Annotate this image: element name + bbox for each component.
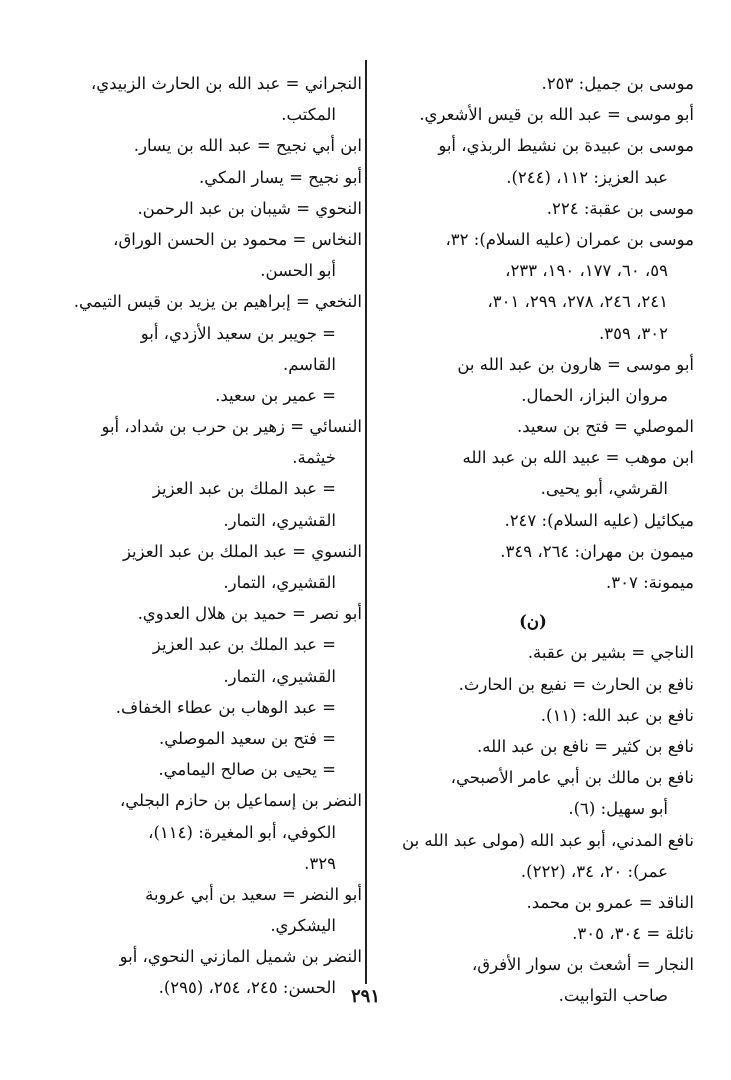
- entry-line: ميكائيل (عليه السلام): ٢٤٧.: [504, 510, 694, 530]
- index-entry: [36, 411, 362, 473]
- index-entry: [372, 349, 694, 411]
- entry-line: موسى بن جميل: ٢٥٣.: [541, 74, 694, 93]
- entry-line: النسائي = زهير بن حرب بن شداد، أبو: [101, 417, 362, 437]
- entry-line: النضر بن إسماعيل بن حازم البجلي،: [119, 791, 362, 811]
- index-entry: [36, 286, 362, 317]
- entry-line: = عمير بن سعيد.: [215, 385, 336, 405]
- index-entry: [36, 224, 362, 286]
- entry-continuation-line: المكتب.: [281, 105, 336, 125]
- index-entry: [36, 785, 362, 879]
- entry-continuation-line: الحسن: ٢٤٥، ٢٥٤، (٢٩٥).: [158, 978, 336, 998]
- entry-line: النخعي = إبراهيم بن يزيد بن قيس التيمي.: [73, 292, 362, 312]
- entry-continuation-line: ٣٠٢، ٣٥٩.: [598, 323, 668, 343]
- entry-line: نافع بن مالك بن أبي عامر الأصبحي،: [450, 768, 694, 788]
- entry-continuation-line: اليشكري.: [270, 916, 336, 936]
- entry-line: نافع المدني، أبو عبد الله (مولى عبد الله بن: [402, 830, 694, 850]
- entry-continuation-line: القاسم.: [282, 354, 336, 374]
- index-entry: [372, 193, 694, 224]
- index-entry: [372, 669, 694, 700]
- entry-line: ميمون بن مهران: ٢٦٤، ٣٤٩.: [500, 541, 694, 561]
- index-entry: [372, 99, 694, 130]
- entry-line: أبو نصر = حميد بن هلال العدوي.: [137, 604, 362, 624]
- entry-line: النسوي = عبد الملك بن عبد العزيز: [122, 541, 362, 561]
- index-entry: [36, 318, 362, 380]
- entry-line: = عبد الملك بن عبد العزيز: [152, 479, 336, 499]
- index-entry: [372, 637, 694, 668]
- entry-line: ميمونة: ٣٠٧.: [606, 573, 694, 592]
- entry-continuation-line: ٣٢٩.: [304, 853, 336, 873]
- right-column: [372, 68, 694, 1012]
- entry-line: = عبد الوهاب بن عطاء الخفاف.: [115, 697, 336, 717]
- entry-line: نافع بن الحارث = نفيع بن الحارث.: [458, 674, 694, 694]
- entry-line: النخاس = محمود بن الحسن الوراق،: [113, 229, 362, 249]
- index-entry: [372, 130, 694, 192]
- index-entry: [372, 411, 694, 442]
- entry-continuation-line: خيثمة.: [292, 448, 336, 468]
- index-entry: [372, 68, 694, 99]
- entry-continuation-line: القشيري، التمار.: [223, 510, 336, 530]
- entry-continuation-line: أبو الحسن.: [260, 261, 336, 281]
- entry-line: ابن أبي نجيح = عبد الله بن يسار.: [133, 136, 362, 156]
- entry-continuation-line: الكوفي، أبو المغيرة: (١١٤)،: [148, 822, 336, 842]
- index-entry: [36, 879, 362, 941]
- entry-line: موسى بن عبيدة بن نشيط الربذي، أبو: [438, 136, 694, 156]
- entry-line: = فتح بن سعيد الموصلي.: [158, 728, 336, 748]
- index-entry: [36, 68, 362, 130]
- entry-line: = عبد الملك بن عبد العزيز: [152, 635, 336, 655]
- entry-line: النحوي = شيبان بن عبد الرحمن.: [137, 198, 362, 218]
- index-entry: [372, 762, 694, 824]
- page-number: ٢٩١: [350, 986, 380, 1007]
- entry-line: موسى بن عمران (عليه السلام): ٣٢،: [445, 229, 694, 249]
- entry-continuation-line: صاحب التوابيت.: [558, 986, 668, 1006]
- entry-line: النجراني = عبد الله بن الحارث الزبيدي،: [90, 74, 362, 93]
- index-entry: [372, 887, 694, 918]
- entry-continuation-line: عبد العزيز: ١١٢، (٢٤٤).: [506, 167, 668, 187]
- index-entry: [372, 731, 694, 762]
- index-entry: [372, 442, 694, 504]
- entry-continuation-line: القشيري، التمار.: [223, 573, 336, 592]
- index-entry: [372, 918, 694, 949]
- index-entry: [372, 224, 694, 349]
- left-entries: [36, 68, 362, 1004]
- column-divider: [365, 60, 367, 984]
- entry-line: النجار = أشعث بن سوار الأفرق،: [471, 955, 694, 975]
- entry-line: النضر بن شميل المازني النحوي، أبو: [119, 947, 362, 967]
- index-entry: [36, 130, 362, 161]
- entry-line: أبو موسى = هارون بن عبد الله بن: [457, 354, 694, 374]
- entry-line: = جويبر بن سعيد الأزدي، أبو: [140, 323, 336, 343]
- index-entry: [36, 692, 362, 723]
- entry-line: = يحيى بن صالح اليمامي.: [158, 760, 336, 780]
- index-entry: [372, 825, 694, 887]
- section-heading-nun: (ن): [519, 612, 547, 632]
- left-column: [36, 68, 362, 1004]
- entry-continuation-line: القشيري، التمار.: [223, 666, 336, 686]
- entry-line: الموصلي = فتح بن سعيد.: [516, 417, 694, 437]
- entry-line: أبو نجيح = يسار المكي.: [199, 167, 362, 187]
- right-entries-after: [372, 637, 694, 1011]
- index-entry: [36, 162, 362, 193]
- entry-continuation-line: ٥٩، ٦٠، ١٧٧، ١٩٠، ٢٣٣،: [505, 261, 668, 281]
- index-entry: [372, 700, 694, 731]
- entry-continuation-line: عمر): ٢٠، ٣٤، (٢٢٢).: [520, 861, 668, 881]
- index-entry: [36, 629, 362, 691]
- index-entry: [36, 598, 362, 629]
- entry-line: نائلة = ٣٠٤، ٣٠٥.: [572, 924, 694, 944]
- index-entry: [36, 536, 362, 598]
- index-entry: [372, 536, 694, 567]
- entry-line: أبو النضر = سعيد بن أبي عروبة: [145, 884, 362, 904]
- entry-continuation-line: أبو سهيل: (٦).: [568, 799, 668, 819]
- entry-continuation-line: القرشي، أبو يحيى.: [540, 479, 668, 499]
- index-entry: [36, 473, 362, 535]
- right-entries-before: [372, 68, 694, 598]
- index-entry: [36, 193, 362, 224]
- entry-line: الناقد = عمرو بن محمد.: [526, 892, 694, 912]
- index-entry: [372, 567, 694, 598]
- index-entry: [36, 723, 362, 754]
- entry-line: أبو موسى = عبد الله بن قيس الأشعري.: [419, 105, 694, 125]
- entry-line: موسى بن عقبة: ٢٢٤.: [546, 198, 694, 218]
- entry-continuation-line: ٢٤١، ٢٤٦، ٢٧٨، ٢٩٩، ٣٠١،: [487, 292, 668, 312]
- entry-line: الناجي = بشير بن عقبة.: [527, 643, 694, 663]
- index-entry: [372, 505, 694, 536]
- index-entry: [36, 754, 362, 785]
- entry-line: نافع بن عبد الله: (١١).: [540, 705, 694, 725]
- entry-line: ابن موهب = عبيد الله بن عبد الله: [462, 448, 694, 468]
- entry-continuation-line: مروان البزاز، الحمال.: [521, 385, 668, 405]
- index-entry: [36, 380, 362, 411]
- entry-line: نافع بن كثير = نافع بن عبد الله.: [477, 736, 694, 756]
